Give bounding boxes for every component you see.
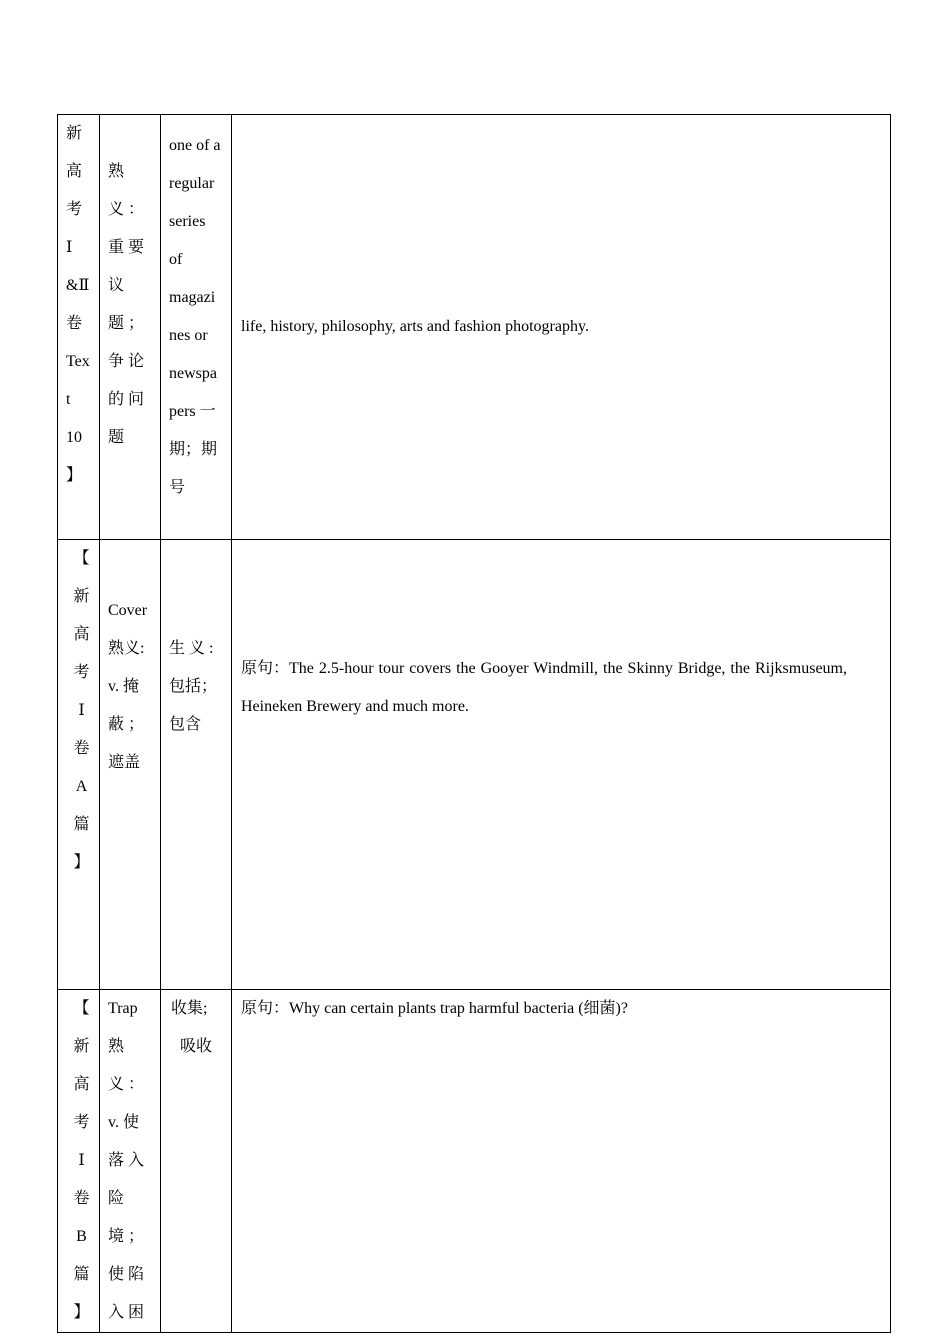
- example-cell: [232, 115, 891, 540]
- new-meaning-cell: one of a regular series of magazi nes or newspa pers 一 期；期 号: [161, 115, 232, 540]
- source-cell: 新 高 考 Ⅰ &Ⅱ 卷 Tex t 10 】: [58, 115, 100, 540]
- example-cell: [232, 990, 891, 1333]
- table-row: [58, 115, 891, 540]
- familiar-meaning-cell: Trap 熟 义 ： v. 使 落 入 险 境 ； 使 陷 入 困: [100, 990, 161, 1333]
- new-meaning-cell: 生 义 : 包括； 包含: [161, 540, 232, 990]
- familiar-meaning-cell: 熟 义 ： 重 要 议 题 ； 争 论 的 问 题: [100, 115, 161, 540]
- example-cell: [232, 540, 891, 990]
- example-sentence: life, history, philosophy, arts and fashion photography.: [241, 318, 589, 335]
- new-meaning-cell: 收集; 吸收: [161, 990, 232, 1333]
- example-sentence-line-2: Heineken Brewery and much more.: [241, 698, 469, 715]
- table-row: [58, 990, 891, 1333]
- table-row: [58, 540, 891, 990]
- familiar-meaning-cell: Cover 熟义: v. 掩 蔽 ； 遮盖: [100, 540, 161, 990]
- example-sentence: 原句：Why can certain plants trap harmful bacteria (细菌)?: [241, 1000, 628, 1017]
- source-cell: 【 新 高 考 Ⅰ 卷 B 篇 】: [58, 990, 100, 1333]
- vocabulary-table: [57, 114, 891, 1333]
- source-cell: 【 新 高 考 Ⅰ 卷 A 篇 】: [58, 540, 100, 990]
- example-sentence-line-1: 原句：The 2.5-hour tour covers the Gooyer Windmill, the Skinny Bridge, the Rijksmuseum,: [241, 660, 847, 677]
